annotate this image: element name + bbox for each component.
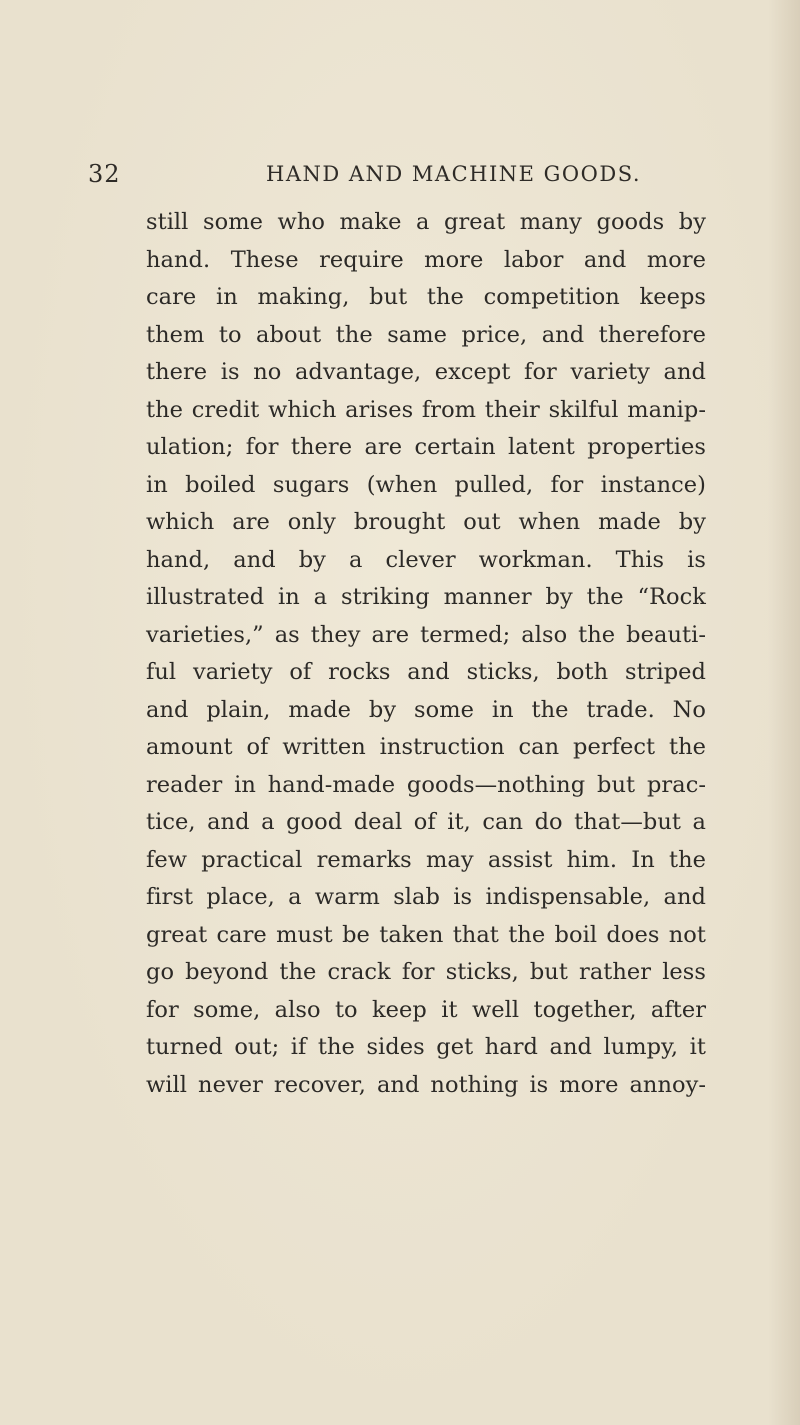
text-line: ful variety of rocks and sticks, both striped [146,659,706,685]
text-line: will never recover, and nothing is more annoy- [146,1071,706,1098]
text-line: care in making, but the competition keeps [146,284,706,310]
running-head [88,160,704,194]
text-line: amount of written instruction can perfect the [146,734,706,760]
text-line: few practical remarks may assist him. In the [146,846,706,873]
text-line: hand, and by a clever workman. This is [146,546,706,573]
text-line: which are only brought out when made by [146,509,706,535]
text-line: tice, and a good deal of it, can do that—but a [146,809,706,835]
running-title: HAND AND MACHINE GOODS. [266,162,642,186]
text-line: go beyond the crack for sticks, but rather less [146,959,706,985]
text-line: turned out; if the sides get hard and lumpy, it [146,1034,706,1060]
text-line: illustrated in a striking manner by the “Rock [146,584,706,610]
body-text [146,204,706,1104]
text-line: ulation; for there are certain latent properties [146,434,706,460]
text-line: hand. These require more labor and more [146,246,706,273]
text-line: varieties,” as they are termed; also the beauti- [146,621,706,648]
text-line: and plain, made by some in the trade. No [146,696,706,723]
text-line: great care must be taken that the boil does not [146,921,706,948]
text-line: still some who make a great many goods by [146,209,706,235]
text-line: them to about the same price, and therefore [146,321,706,348]
text-line: in boiled sugars (when pulled, for instance) [146,471,706,498]
text-line: there is no advantage, except for variety and [146,359,706,385]
text-line: reader in hand-made goods—nothing but prac- [146,771,706,798]
page-number: 32 [88,160,121,188]
text-line: the credit which arises from their skilful manip- [146,396,706,423]
text-line: for some, also to keep it well together, after [146,996,706,1023]
text-line: first place, a warm slab is indispensable, and [146,884,706,910]
